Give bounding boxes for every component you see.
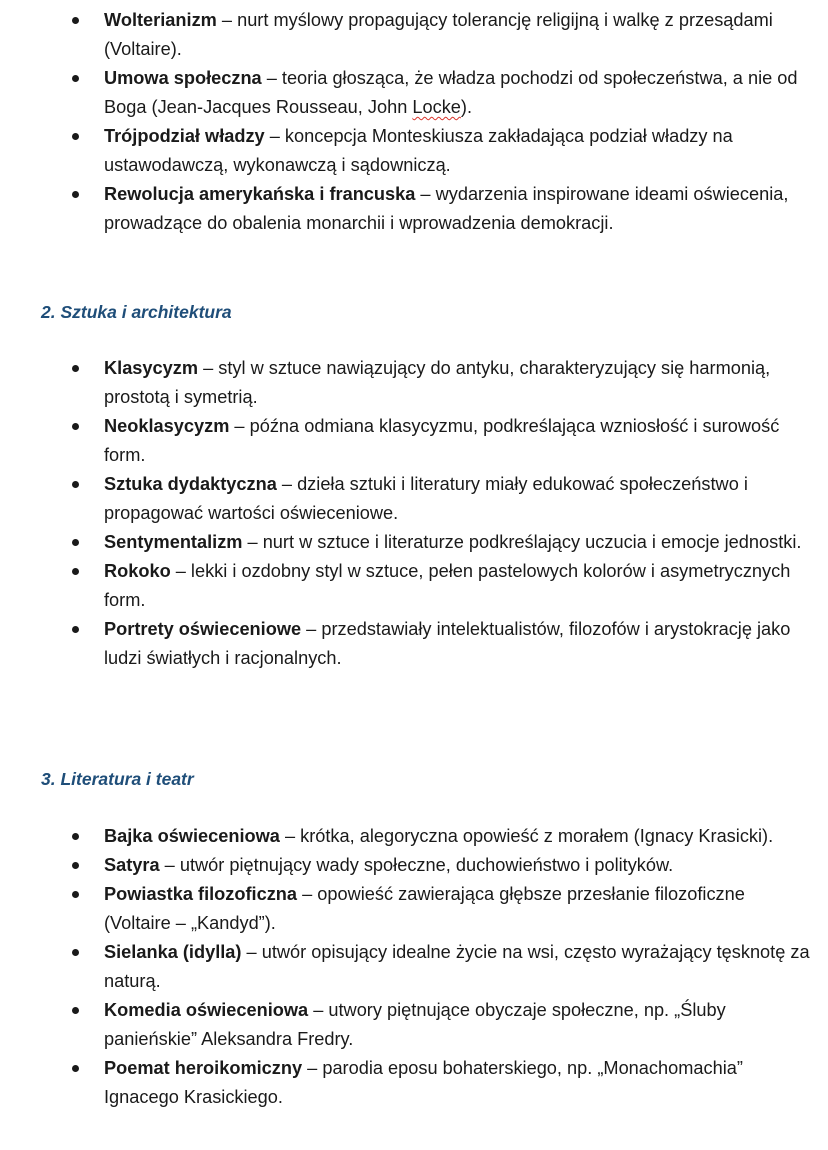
spellcheck-flagged-word[interactable]: Locke	[412, 97, 461, 117]
list-item-term: Satyra	[104, 855, 160, 875]
literature-bullet-list	[0, 822, 828, 1112]
bullet-icon	[72, 626, 79, 633]
list-item-term: Bajka oświeceniowa	[104, 826, 280, 846]
list-item	[0, 1054, 828, 1112]
bullet-icon	[72, 568, 79, 575]
list-item-description: – parodia eposu bohaterskiego, np. „Monachomachia” Ignacego Krasickiego.	[104, 1058, 743, 1107]
list-item-description: – lekki i ozdobny styl w sztuce, pełen pastelowych kolorów i asymetrycznych form.	[104, 561, 791, 610]
list-item-description: – teoria głosząca, że władza pochodzi od społeczeństwa, a nie od Boga (Jean-Jacques Rousseau, John	[104, 68, 798, 117]
list-item	[0, 180, 828, 238]
list-item-description: – przedstawiały intelektualistów, filozofów i arystokrację jako ludzi światłych i racjonalnych.	[104, 619, 791, 668]
list-item-description: – utwory piętnujące obyczaje społeczne, np. „Śluby panieńskie” Aleksandra Fredry.	[104, 1000, 726, 1049]
bullet-icon	[72, 539, 79, 546]
list-item-term: Wolterianizm	[104, 10, 217, 30]
list-item	[0, 64, 828, 122]
list-item	[0, 880, 828, 938]
art-bullet-list	[0, 354, 828, 673]
list-item-description-end: ).	[460, 97, 473, 117]
list-item-term: Trójpodział władzy	[104, 126, 265, 146]
list-item	[0, 122, 828, 180]
bullet-icon	[72, 949, 79, 956]
list-item-description: – wydarzenia inspirowane ideami oświecenia, prowadzące do obalenia monarchii i wprowadzenia demokracji.	[104, 184, 789, 233]
list-item-term: Sentymentalizm	[104, 532, 243, 552]
bullet-icon	[72, 17, 79, 24]
list-item-term: Poemat heroikomiczny	[104, 1058, 303, 1078]
list-item-description: – krótka, alegoryczna opowieść z morałem (Ignacy Krasicki).	[279, 826, 774, 846]
bullet-icon	[72, 481, 79, 488]
list-item-term: Klasycyzm	[104, 358, 199, 378]
bullet-icon	[72, 1007, 79, 1014]
list-item-description: – nurt myślowy propagujący tolerancję religijną i walkę z przesądami (Voltaire).	[104, 10, 773, 59]
list-item	[0, 412, 828, 470]
list-item-description: – koncepcja Monteskiusza zakładająca podział władzy na ustawodawczą, wykonawczą i sądowniczą.	[104, 126, 733, 175]
bullet-icon	[72, 891, 79, 898]
list-item-term: Sielanka (idylla)	[104, 942, 242, 962]
intro-bullet-list	[0, 6, 828, 238]
list-item-description: – nurt w sztuce i literaturze podkreślający uczucia i emocje jednostki.	[242, 532, 802, 552]
list-item	[0, 851, 828, 880]
bullet-icon	[72, 133, 79, 140]
list-item-description: – późna odmiana klasycyzmu, podkreślająca wzniosłość i surowość form.	[104, 416, 780, 465]
list-item-description: – styl w sztuce nawiązujący do antyku, charakteryzujący się harmonią, prostotą i symetrią.	[104, 358, 771, 407]
list-item-term: Powiastka filozoficzna	[104, 884, 298, 904]
list-item	[0, 822, 828, 851]
bullet-icon	[72, 423, 79, 430]
list-item-description: – dzieła sztuki i literatury miały edukować społeczeństwo i propagować wartości oświeceniowe.	[104, 474, 748, 523]
list-item-term: Portrety oświeceniowe	[104, 619, 302, 639]
bullet-icon	[72, 862, 79, 869]
list-item-description: – utwór opisujący idealne życie na wsi, często wyrażający tęsknotę za naturą.	[104, 942, 810, 991]
list-item-term: Neoklasycyzm	[104, 416, 230, 436]
list-item	[0, 938, 828, 996]
list-item	[0, 470, 828, 528]
list-item	[0, 996, 828, 1054]
list-item	[0, 354, 828, 412]
list-item	[0, 615, 828, 673]
list-item-term: Rewolucja amerykańska i francuska	[104, 184, 416, 204]
list-item-description: – opowieść zawierająca głębsze przesłanie filozoficzne (Voltaire – „Kandyd”).	[104, 884, 745, 933]
section-heading-art: 2. Sztuka i architektura	[41, 302, 232, 322]
list-item-term: Rokoko	[104, 561, 171, 581]
list-item-term: Sztuka dydaktyczna	[104, 474, 277, 494]
bullet-icon	[72, 1065, 79, 1072]
bullet-icon	[72, 365, 79, 372]
list-item-description: – utwór piętnujący wady społeczne, duchowieństwo i polityków.	[159, 855, 674, 875]
list-item	[0, 557, 828, 615]
list-item-term: Umowa społeczna	[104, 68, 262, 88]
section-heading-literature: 3. Literatura i teatr	[41, 769, 194, 789]
list-item-term: Komedia oświeceniowa	[104, 1000, 309, 1020]
bullet-icon	[72, 75, 79, 82]
bullet-icon	[72, 191, 79, 198]
list-item	[0, 6, 828, 64]
bullet-icon	[72, 833, 79, 840]
list-item	[0, 528, 828, 557]
